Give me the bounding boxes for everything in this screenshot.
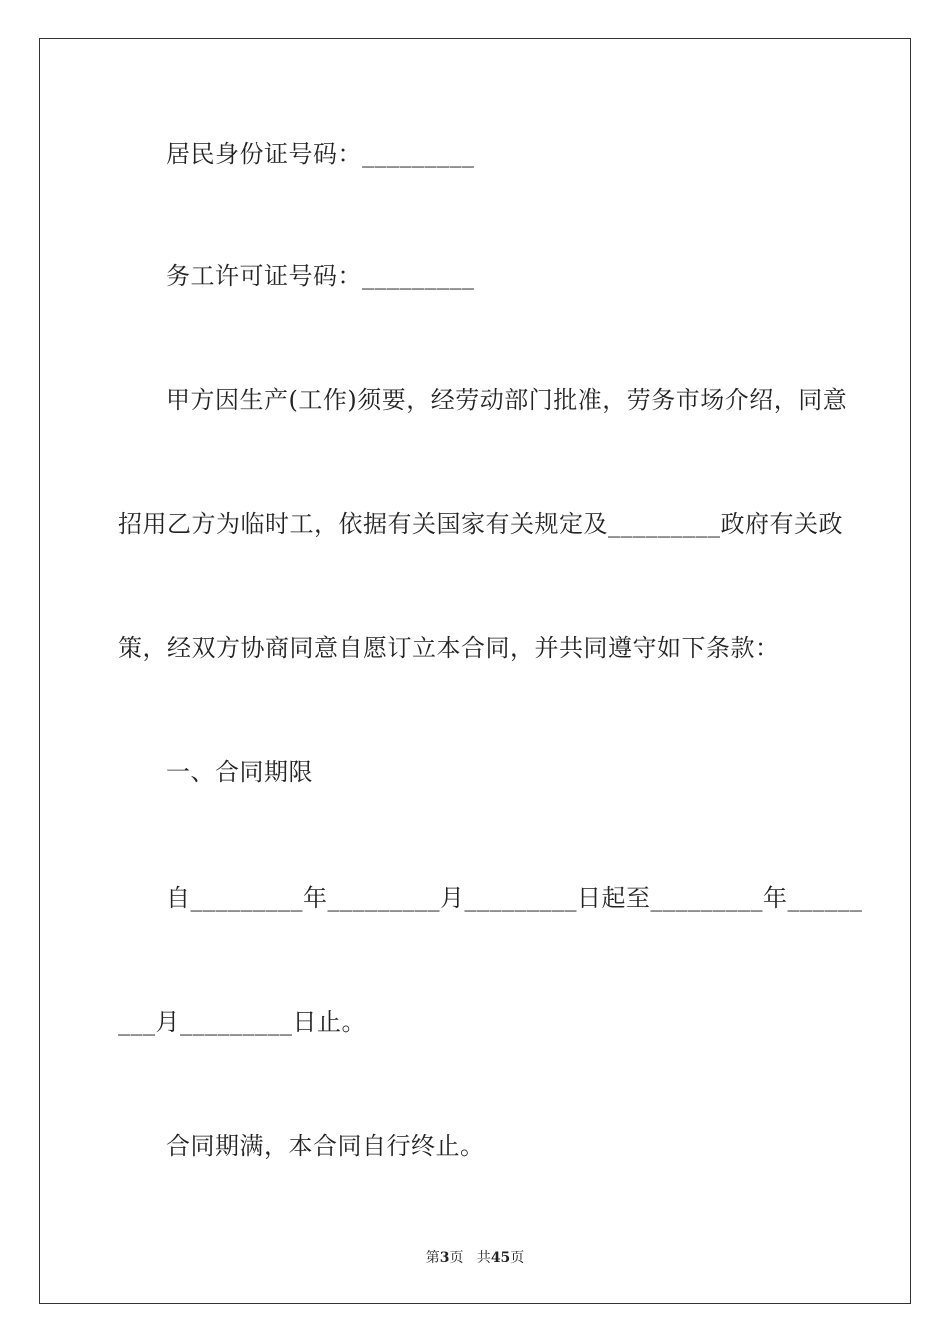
section-heading-contract-term: 一、合同期限 (166, 758, 313, 786)
paragraph-line-3: 策，经双方协商同意自愿订立本合同，并共同遵守如下条款： (118, 634, 780, 662)
document-page (39, 38, 911, 1304)
paragraph-line-1: 甲方因生产(工作)须要，经劳动部门批准，劳务市场介绍，同意 (166, 386, 848, 414)
total-suffix: 页 (510, 1250, 525, 1266)
page-prefix: 第 (425, 1250, 440, 1266)
total-pages: 45 (490, 1250, 511, 1266)
contract-term-dates-line-2: ___月_________日止。 (118, 1008, 366, 1036)
page-suffix: 页 (449, 1250, 464, 1266)
page-footer (40, 1247, 910, 1267)
contract-expiry-line: 合同期满，本合同自行终止。 (166, 1132, 485, 1160)
page-number: 3 (439, 1250, 450, 1266)
total-prefix: 共 (476, 1250, 491, 1266)
contract-term-dates-line-1: 自_________年_________月_________日起至_________年______ (166, 884, 863, 912)
paragraph-line-2: 招用乙方为临时工，依据有关国家有关规定及_________政府有关政 (118, 510, 843, 538)
id-card-number-line: 居民身份证号码：_________ (166, 140, 475, 168)
work-permit-number-line: 务工许可证号码：_________ (166, 262, 475, 290)
